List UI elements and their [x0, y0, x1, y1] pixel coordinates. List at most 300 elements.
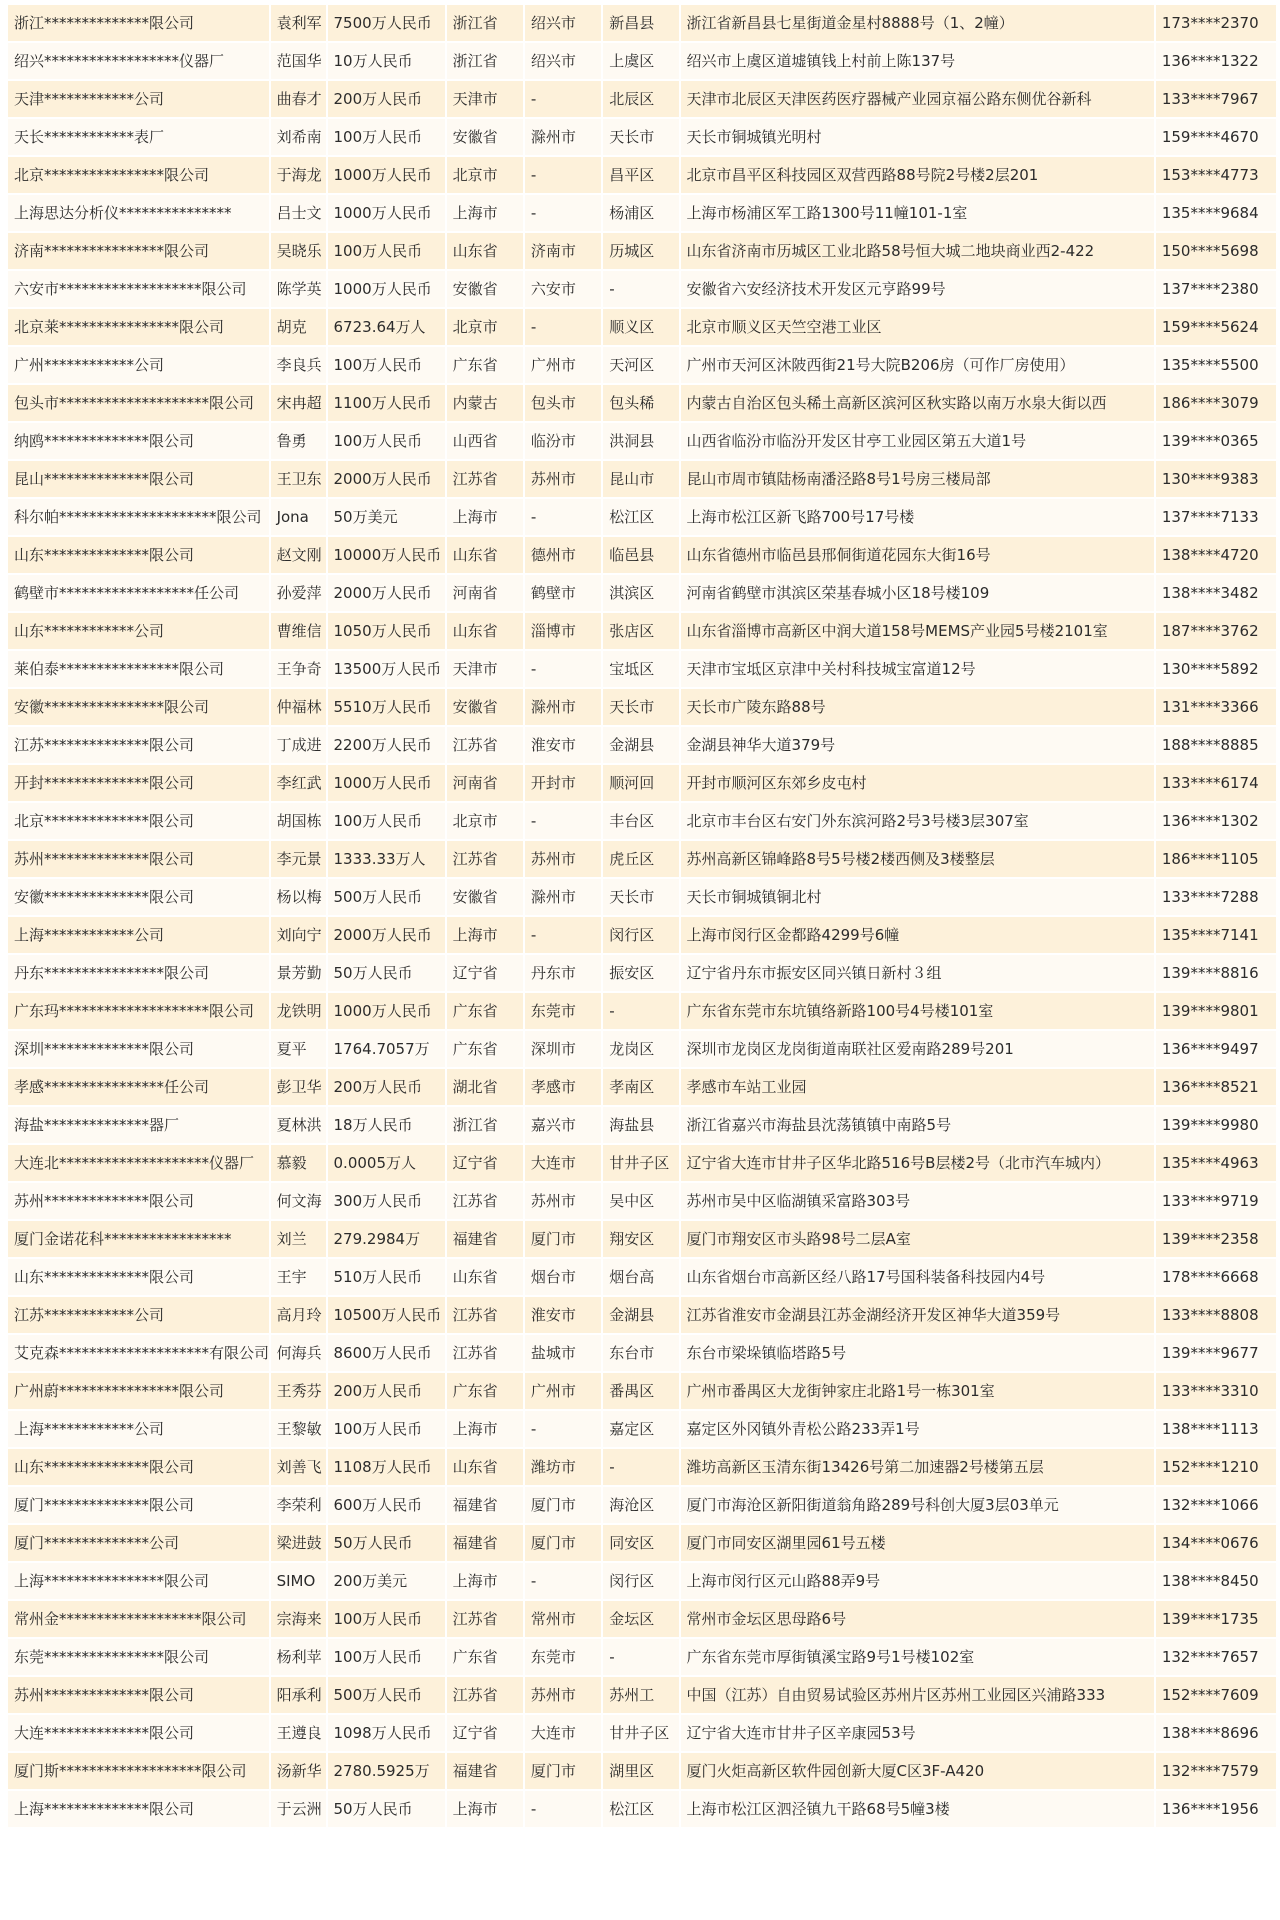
province-cell: 浙江省 — [447, 5, 523, 41]
legal-person-cell: 吴晓乐 — [271, 233, 326, 269]
phone-cell: 159****4670 — [1156, 119, 1276, 155]
address-cell: 浙江省嘉兴市海盐县沈荡镇镇中南路5号 — [681, 1107, 1154, 1143]
district-cell: 昆山市 — [603, 461, 678, 497]
company-name-cell: 包头市********************限公司 — [8, 385, 269, 421]
registered-capital-cell: 2000万人民币 — [328, 461, 445, 497]
phone-cell: 138****1113 — [1156, 1411, 1276, 1447]
city-cell: 烟台市 — [525, 1259, 601, 1295]
phone-cell: 132****7579 — [1156, 1753, 1276, 1789]
address-cell: 常州市金坛区思母路6号 — [681, 1601, 1154, 1637]
city-cell: 潍坊市 — [525, 1449, 601, 1485]
company-name-cell: 上海思达分析仪*************** — [8, 195, 269, 231]
province-cell: 湖北省 — [447, 1069, 523, 1105]
phone-cell: 138****3482 — [1156, 575, 1276, 611]
province-cell: 北京市 — [447, 309, 523, 345]
legal-person-cell: 丁成进 — [271, 727, 326, 763]
table-row — [8, 1411, 1276, 1447]
company-name-cell: 上海************公司 — [8, 917, 269, 953]
district-cell: 海沧区 — [603, 1487, 678, 1523]
legal-person-cell: 李红武 — [271, 765, 326, 801]
province-cell: 江苏省 — [447, 461, 523, 497]
legal-person-cell: 仲福林 — [271, 689, 326, 725]
company-name-cell: 苏州**************限公司 — [8, 841, 269, 877]
address-cell: 广东省东莞市东坑镇络新路100号4号楼101室 — [681, 993, 1154, 1029]
legal-person-cell: 阳承利 — [271, 1677, 326, 1713]
legal-person-cell: 夏林洪 — [271, 1107, 326, 1143]
registered-capital-cell: 1000万人民币 — [328, 765, 445, 801]
table-row — [8, 917, 1276, 953]
phone-cell: 178****6668 — [1156, 1259, 1276, 1295]
city-cell: 东莞市 — [525, 993, 601, 1029]
phone-cell: 133****7967 — [1156, 81, 1276, 117]
district-cell: 金湖县 — [603, 1297, 678, 1333]
legal-person-cell: 鲁勇 — [271, 423, 326, 459]
province-cell: 上海市 — [447, 917, 523, 953]
registered-capital-cell: 200万美元 — [328, 1563, 445, 1599]
phone-cell: 137****2380 — [1156, 271, 1276, 307]
phone-cell: 136****1322 — [1156, 43, 1276, 79]
district-cell: 苏州工 — [603, 1677, 678, 1713]
phone-cell: 173****2370 — [1156, 5, 1276, 41]
table-row — [8, 233, 1276, 269]
legal-person-cell: Jona — [271, 499, 326, 535]
district-cell: 顺义区 — [603, 309, 678, 345]
province-cell: 北京市 — [447, 157, 523, 193]
registered-capital-cell: 7500万人民币 — [328, 5, 445, 41]
registered-capital-cell: 1000万人民币 — [328, 271, 445, 307]
table-row — [8, 81, 1276, 117]
district-cell: 宝坻区 — [603, 651, 678, 687]
phone-cell: 134****0676 — [1156, 1525, 1276, 1561]
address-cell: 北京市丰台区右安门外东滨河路2号3号楼3层307室 — [681, 803, 1154, 839]
company-name-cell: 科尔帕*********************限公司 — [8, 499, 269, 535]
phone-cell: 186****1105 — [1156, 841, 1276, 877]
registered-capital-cell: 8600万人民币 — [328, 1335, 445, 1371]
city-cell: 广州市 — [525, 1373, 601, 1409]
phone-cell: 139****9677 — [1156, 1335, 1276, 1371]
district-cell: 吴中区 — [603, 1183, 678, 1219]
registered-capital-cell: 1000万人民币 — [328, 993, 445, 1029]
city-cell: 孝感市 — [525, 1069, 601, 1105]
province-cell: 江苏省 — [447, 1677, 523, 1713]
city-cell: 苏州市 — [525, 1183, 601, 1219]
table-row — [8, 1297, 1276, 1333]
phone-cell: 186****3079 — [1156, 385, 1276, 421]
city-cell: 开封市 — [525, 765, 601, 801]
table-row — [8, 1791, 1276, 1827]
district-cell: - — [603, 1449, 678, 1485]
district-cell: 张店区 — [603, 613, 678, 649]
district-cell: 上虞区 — [603, 43, 678, 79]
phone-cell: 139****9980 — [1156, 1107, 1276, 1143]
district-cell: 虎丘区 — [603, 841, 678, 877]
company-name-cell: 山东**************限公司 — [8, 1449, 269, 1485]
company-name-cell: 绍兴******************仪器厂 — [8, 43, 269, 79]
company-name-cell: 上海****************限公司 — [8, 1563, 269, 1599]
phone-cell: 150****5698 — [1156, 233, 1276, 269]
address-cell: 辽宁省大连市甘井子区辛康园53号 — [681, 1715, 1154, 1751]
city-cell: 大连市 — [525, 1145, 601, 1181]
phone-cell: 133****6174 — [1156, 765, 1276, 801]
province-cell: 山东省 — [447, 233, 523, 269]
province-cell: 上海市 — [447, 1791, 523, 1827]
address-cell: 绍兴市上虞区道墟镇钱上村前上陈137号 — [681, 43, 1154, 79]
table-row — [8, 765, 1276, 801]
district-cell: 海盐县 — [603, 1107, 678, 1143]
district-cell: 天河区 — [603, 347, 678, 383]
city-cell: 绍兴市 — [525, 5, 601, 41]
legal-person-cell: 景芳勤 — [271, 955, 326, 991]
registered-capital-cell: 1098万人民币 — [328, 1715, 445, 1751]
table-row — [8, 575, 1276, 611]
address-cell: 苏州市吴中区临湖镇采富路303号 — [681, 1183, 1154, 1219]
company-name-cell: 北京****************限公司 — [8, 157, 269, 193]
district-cell: 天长市 — [603, 879, 678, 915]
registered-capital-cell: 100万人民币 — [328, 1639, 445, 1675]
province-cell: 山东省 — [447, 613, 523, 649]
address-cell: 北京市顺义区天竺空港工业区 — [681, 309, 1154, 345]
table-row — [8, 993, 1276, 1029]
phone-cell: 152****1210 — [1156, 1449, 1276, 1485]
table-row — [8, 1753, 1276, 1789]
company-name-cell: 安徽**************限公司 — [8, 879, 269, 915]
district-cell: 翔安区 — [603, 1221, 678, 1257]
address-cell: 河南省鹤壁市淇滨区荣基春城小区18号楼109 — [681, 575, 1154, 611]
table-row — [8, 1677, 1276, 1713]
address-cell: 上海市闵行区金都路4299号6幢 — [681, 917, 1154, 953]
district-cell: 甘井子区 — [603, 1715, 678, 1751]
city-cell: 广州市 — [525, 347, 601, 383]
address-cell: 山东省烟台市高新区经八路17号国科装备科技园内4号 — [681, 1259, 1154, 1295]
address-cell: 安徽省六安经济技术开发区元亨路99号 — [681, 271, 1154, 307]
province-cell: 上海市 — [447, 499, 523, 535]
city-cell: 淄博市 — [525, 613, 601, 649]
phone-cell: 139****8816 — [1156, 955, 1276, 991]
phone-cell: 135****5500 — [1156, 347, 1276, 383]
phone-cell: 133****9719 — [1156, 1183, 1276, 1219]
address-cell: 金湖县神华大道379号 — [681, 727, 1154, 763]
registered-capital-cell: 100万人民币 — [328, 347, 445, 383]
legal-person-cell: 于云洲 — [271, 1791, 326, 1827]
company-name-cell: 山东************公司 — [8, 613, 269, 649]
phone-cell: 135****7141 — [1156, 917, 1276, 953]
legal-person-cell: 梁进鼓 — [271, 1525, 326, 1561]
company-name-cell: 苏州**************限公司 — [8, 1183, 269, 1219]
registered-capital-cell: 1333.33万人 — [328, 841, 445, 877]
table-row — [8, 347, 1276, 383]
district-cell: 杨浦区 — [603, 195, 678, 231]
phone-cell: 130****5892 — [1156, 651, 1276, 687]
legal-person-cell: 王遵良 — [271, 1715, 326, 1751]
district-cell: - — [603, 993, 678, 1029]
city-cell: 德州市 — [525, 537, 601, 573]
table-row — [8, 195, 1276, 231]
registered-capital-cell: 18万人民币 — [328, 1107, 445, 1143]
table-row — [8, 1601, 1276, 1637]
district-cell: 北辰区 — [603, 81, 678, 117]
address-cell: 天长市铜城镇铜北村 — [681, 879, 1154, 915]
legal-person-cell: 汤新华 — [271, 1753, 326, 1789]
address-cell: 广州市天河区沐陂西街21号大院B206房（可作厂房使用） — [681, 347, 1154, 383]
province-cell: 辽宁省 — [447, 955, 523, 991]
province-cell: 天津市 — [447, 651, 523, 687]
province-cell: 河南省 — [447, 575, 523, 611]
phone-cell: 131****3366 — [1156, 689, 1276, 725]
address-cell: 江苏省淮安市金湖县江苏金湖经济开发区神华大道359号 — [681, 1297, 1154, 1333]
registered-capital-cell: 6723.64万人 — [328, 309, 445, 345]
table-row — [8, 803, 1276, 839]
address-cell: 北京市昌平区科技园区双营西路88号院2号楼2层201 — [681, 157, 1154, 193]
district-cell: 金湖县 — [603, 727, 678, 763]
table-row — [8, 727, 1276, 763]
legal-person-cell: 李良兵 — [271, 347, 326, 383]
registered-capital-cell: 279.2984万 — [328, 1221, 445, 1257]
registered-capital-cell: 10500万人民币 — [328, 1297, 445, 1333]
legal-person-cell: 袁利军 — [271, 5, 326, 41]
registered-capital-cell: 200万人民币 — [328, 1373, 445, 1409]
city-cell: 嘉兴市 — [525, 1107, 601, 1143]
company-name-cell: 鹤壁市******************任公司 — [8, 575, 269, 611]
company-name-cell: 常州金*******************限公司 — [8, 1601, 269, 1637]
legal-person-cell: 刘善飞 — [271, 1449, 326, 1485]
company-name-cell: 北京莱****************限公司 — [8, 309, 269, 345]
phone-cell: 136****8521 — [1156, 1069, 1276, 1105]
registered-capital-cell: 1000万人民币 — [328, 195, 445, 231]
registered-capital-cell: 100万人民币 — [328, 803, 445, 839]
city-cell: 厦门市 — [525, 1221, 601, 1257]
legal-person-cell: 何文海 — [271, 1183, 326, 1219]
address-cell: 潍坊高新区玉清东街13426号第二加速器2号楼第五层 — [681, 1449, 1154, 1485]
legal-person-cell: 于海龙 — [271, 157, 326, 193]
legal-person-cell: 王宇 — [271, 1259, 326, 1295]
company-name-cell: 海盐**************器厂 — [8, 1107, 269, 1143]
city-cell: 苏州市 — [525, 461, 601, 497]
registered-capital-cell: 100万人民币 — [328, 1601, 445, 1637]
table-body — [8, 5, 1276, 1827]
city-cell: - — [525, 651, 601, 687]
phone-cell: 136****1302 — [1156, 803, 1276, 839]
district-cell: 包头稀 — [603, 385, 678, 421]
table-row — [8, 423, 1276, 459]
company-name-cell: 广东玛********************限公司 — [8, 993, 269, 1029]
district-cell: 甘井子区 — [603, 1145, 678, 1181]
phone-cell: 138****8450 — [1156, 1563, 1276, 1599]
city-cell: 丹东市 — [525, 955, 601, 991]
legal-person-cell: 王争奇 — [271, 651, 326, 687]
legal-person-cell: 王卫东 — [271, 461, 326, 497]
phone-cell: 138****4720 — [1156, 537, 1276, 573]
phone-cell: 137****7133 — [1156, 499, 1276, 535]
city-cell: - — [525, 917, 601, 953]
company-name-cell: 六安市*******************限公司 — [8, 271, 269, 307]
phone-cell: 188****8885 — [1156, 727, 1276, 763]
phone-cell: 136****1956 — [1156, 1791, 1276, 1827]
address-cell: 开封市顺河区东郊乡皮屯村 — [681, 765, 1154, 801]
city-cell: 济南市 — [525, 233, 601, 269]
province-cell: 天津市 — [447, 81, 523, 117]
registered-capital-cell: 1050万人民币 — [328, 613, 445, 649]
registered-capital-cell: 300万人民币 — [328, 1183, 445, 1219]
company-name-cell: 苏州**************限公司 — [8, 1677, 269, 1713]
registered-capital-cell: 2200万人民币 — [328, 727, 445, 763]
district-cell: 番禺区 — [603, 1373, 678, 1409]
province-cell: 江苏省 — [447, 841, 523, 877]
legal-person-cell: 吕士文 — [271, 195, 326, 231]
legal-person-cell: 李荣利 — [271, 1487, 326, 1523]
registered-capital-cell: 1100万人民币 — [328, 385, 445, 421]
address-cell: 辽宁省丹东市振安区同兴镇日新村３组 — [681, 955, 1154, 991]
city-cell: 常州市 — [525, 1601, 601, 1637]
registered-capital-cell: 100万人民币 — [328, 423, 445, 459]
province-cell: 辽宁省 — [447, 1715, 523, 1751]
city-cell: - — [525, 1411, 601, 1447]
district-cell: 孝南区 — [603, 1069, 678, 1105]
company-name-cell: 纳鸥**************限公司 — [8, 423, 269, 459]
registered-capital-cell: 200万人民币 — [328, 81, 445, 117]
company-name-cell: 浙江**************限公司 — [8, 5, 269, 41]
province-cell: 福建省 — [447, 1221, 523, 1257]
province-cell: 内蒙古 — [447, 385, 523, 421]
table-row — [8, 271, 1276, 307]
address-cell: 辽宁省大连市甘井子区华北路516号B层楼2号（北市汽车城内） — [681, 1145, 1154, 1181]
phone-cell: 187****3762 — [1156, 613, 1276, 649]
address-cell: 中国（江苏）自由贸易试验区苏州片区苏州工业园区兴浦路333 — [681, 1677, 1154, 1713]
table-row — [8, 157, 1276, 193]
legal-person-cell: 李元景 — [271, 841, 326, 877]
district-cell: 新昌县 — [603, 5, 678, 41]
district-cell: 闵行区 — [603, 1563, 678, 1599]
legal-person-cell: 杨以梅 — [271, 879, 326, 915]
legal-person-cell: 刘希南 — [271, 119, 326, 155]
company-name-cell: 天津************公司 — [8, 81, 269, 117]
district-cell: 松江区 — [603, 499, 678, 535]
legal-person-cell: 宗海来 — [271, 1601, 326, 1637]
province-cell: 安徽省 — [447, 689, 523, 725]
district-cell: 湖里区 — [603, 1753, 678, 1789]
table-row — [8, 1525, 1276, 1561]
table-row — [8, 499, 1276, 535]
city-cell: 淮安市 — [525, 727, 601, 763]
province-cell: 福建省 — [447, 1487, 523, 1523]
district-cell: 天长市 — [603, 119, 678, 155]
registered-capital-cell: 100万人民币 — [328, 119, 445, 155]
company-name-cell: 山东**************限公司 — [8, 537, 269, 573]
registered-capital-cell: 2780.5925万 — [328, 1753, 445, 1789]
province-cell: 江苏省 — [447, 1183, 523, 1219]
registered-capital-cell: 1000万人民币 — [328, 157, 445, 193]
district-cell: 金坛区 — [603, 1601, 678, 1637]
province-cell: 广东省 — [447, 1639, 523, 1675]
city-cell: 滁州市 — [525, 689, 601, 725]
table-row — [8, 1563, 1276, 1599]
province-cell: 江苏省 — [447, 727, 523, 763]
registered-capital-cell: 200万人民币 — [328, 1069, 445, 1105]
company-name-cell: 厦门**************公司 — [8, 1525, 269, 1561]
table-row — [8, 461, 1276, 497]
address-cell: 天津市北辰区天津医药医疗器械产业园京福公路东侧优谷新科 — [681, 81, 1154, 117]
province-cell: 福建省 — [447, 1753, 523, 1789]
city-cell: 淮安市 — [525, 1297, 601, 1333]
registered-capital-cell: 510万人民币 — [328, 1259, 445, 1295]
address-cell: 山东省淄博市高新区中润大道158号MEMS产业园5号楼2101室 — [681, 613, 1154, 649]
registered-capital-cell: 1764.7057万 — [328, 1031, 445, 1067]
province-cell: 江苏省 — [447, 1601, 523, 1637]
address-cell: 深圳市龙岗区龙岗街道南联社区爱南路289号201 — [681, 1031, 1154, 1067]
company-name-cell: 艾克森********************有限公司 — [8, 1335, 269, 1371]
registered-capital-cell: 50万人民币 — [328, 1525, 445, 1561]
company-name-cell: 大连**************限公司 — [8, 1715, 269, 1751]
province-cell: 安徽省 — [447, 119, 523, 155]
province-cell: 广东省 — [447, 347, 523, 383]
table-row — [8, 613, 1276, 649]
legal-person-cell: 龙铁明 — [271, 993, 326, 1029]
address-cell: 厦门市同安区湖里园61号五楼 — [681, 1525, 1154, 1561]
phone-cell: 153****4773 — [1156, 157, 1276, 193]
city-cell: 厦门市 — [525, 1753, 601, 1789]
legal-person-cell: 慕毅 — [271, 1145, 326, 1181]
phone-cell: 139****2358 — [1156, 1221, 1276, 1257]
address-cell: 上海市松江区泗泾镇九干路68号5幢3楼 — [681, 1791, 1154, 1827]
legal-person-cell: 何海兵 — [271, 1335, 326, 1371]
phone-cell: 159****5624 — [1156, 309, 1276, 345]
company-name-cell: 广州************公司 — [8, 347, 269, 383]
table-row — [8, 1221, 1276, 1257]
table-row — [8, 385, 1276, 421]
address-cell: 天津市宝坻区京津中关村科技城宝富道12号 — [681, 651, 1154, 687]
city-cell: 苏州市 — [525, 1677, 601, 1713]
table-row — [8, 1069, 1276, 1105]
legal-person-cell: 杨利苹 — [271, 1639, 326, 1675]
address-cell: 山东省德州市临邑县邢侗街道花园东大街16号 — [681, 537, 1154, 573]
district-cell: 闵行区 — [603, 917, 678, 953]
city-cell: - — [525, 803, 601, 839]
address-cell: 广州市番禺区大龙街钟家庄北路1号一栋301室 — [681, 1373, 1154, 1409]
city-cell: - — [525, 1791, 601, 1827]
address-cell: 厦门市翔安区市头路98号二层A室 — [681, 1221, 1154, 1257]
phone-cell: 139****1735 — [1156, 1601, 1276, 1637]
company-name-cell: 莱伯泰****************限公司 — [8, 651, 269, 687]
district-cell: 松江区 — [603, 1791, 678, 1827]
table-row — [8, 1715, 1276, 1751]
legal-person-cell: 曹维信 — [271, 613, 326, 649]
address-cell: 内蒙古自治区包头稀土高新区滨河区秋实路以南万水泉大街以西 — [681, 385, 1154, 421]
company-name-cell: 安徽****************限公司 — [8, 689, 269, 725]
district-cell: 东台市 — [603, 1335, 678, 1371]
registered-capital-cell: 0.0005万人 — [328, 1145, 445, 1181]
district-cell: 昌平区 — [603, 157, 678, 193]
table-row — [8, 1145, 1276, 1181]
phone-cell: 138****8696 — [1156, 1715, 1276, 1751]
registered-capital-cell: 100万人民币 — [328, 1411, 445, 1447]
table-row — [8, 1259, 1276, 1295]
province-cell: 江苏省 — [447, 1297, 523, 1333]
city-cell: 滁州市 — [525, 119, 601, 155]
company-name-cell: 北京**************限公司 — [8, 803, 269, 839]
phone-cell: 152****7609 — [1156, 1677, 1276, 1713]
province-cell: 北京市 — [447, 803, 523, 839]
table-row — [8, 689, 1276, 725]
province-cell: 安徽省 — [447, 271, 523, 307]
company-name-cell: 东莞****************限公司 — [8, 1639, 269, 1675]
city-cell: - — [525, 309, 601, 345]
legal-person-cell: 夏平 — [271, 1031, 326, 1067]
address-cell: 山东省济南市历城区工业北路58号恒大城二地块商业西2-422 — [681, 233, 1154, 269]
city-cell: 绍兴市 — [525, 43, 601, 79]
district-cell: 历城区 — [603, 233, 678, 269]
province-cell: 浙江省 — [447, 1107, 523, 1143]
table-row — [8, 1107, 1276, 1143]
city-cell: - — [525, 1563, 601, 1599]
